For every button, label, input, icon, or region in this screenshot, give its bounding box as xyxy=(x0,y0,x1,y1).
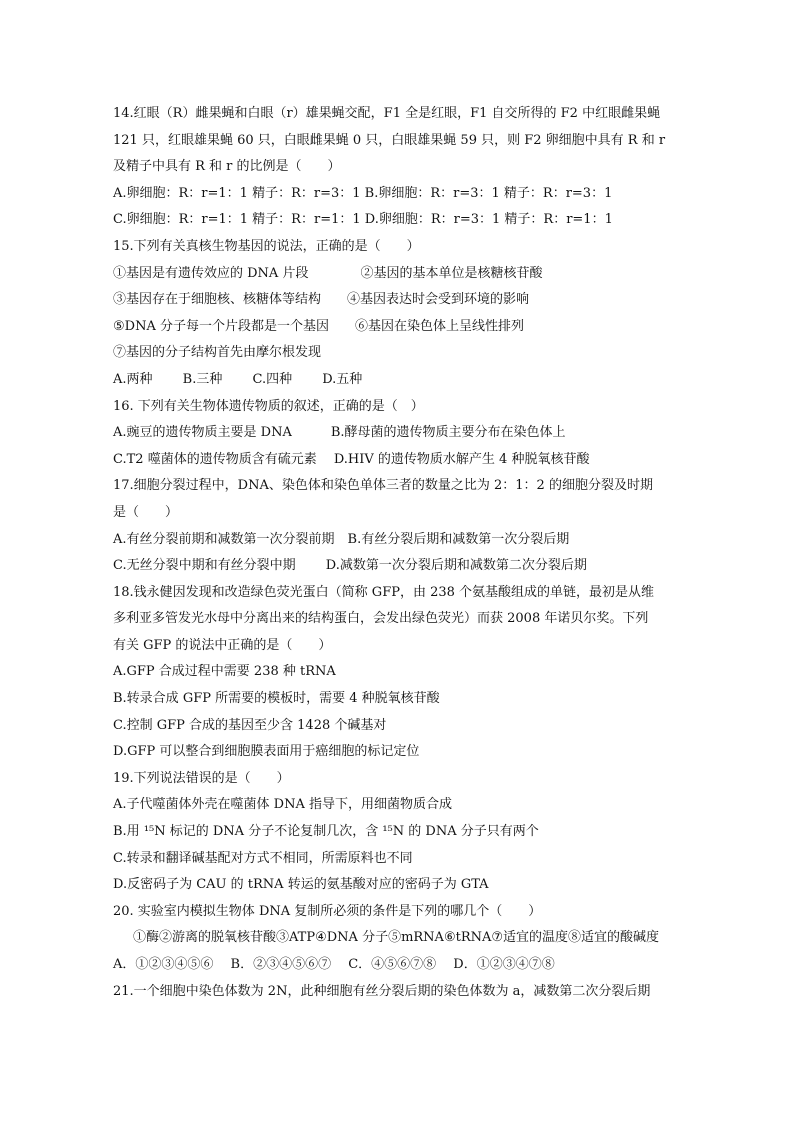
q19-option-c: C.转录和翻译碱基配对方式不相同，所需原料也不同 xyxy=(113,850,413,866)
q20-stem: 20. 实验室内模拟生物体 DNA 复制所必须的条件是下列的哪几个（ ） xyxy=(113,903,542,919)
q15-items-1-2: ①基因是有遗传效应的 DNA 片段 ②基因的基本单位是核糖核苷酸 xyxy=(113,265,543,281)
q20-items: ①酶②游离的脱氧核苷酸③ATP④DNA 分子⑤mRNA⑥tRNA⑦适宜的温度⑧适宜的酸碱度 xyxy=(133,930,660,946)
q15-options: A.两种 B.三种 C.四种 D.五种 xyxy=(113,371,363,387)
q16-options-cd: C.T2 噬菌体的遗传物质含有硫元素 D.HIV 的遗传物质水解产生 4 种脱氧核苷酸 xyxy=(113,451,590,467)
q14-stem-line1: 14.红眼（R）雌果蝇和白眼（r）雄果蝇交配，F1 全是红眼，F1 自交所得的 F2 中红眼雌果蝇 xyxy=(113,106,661,121)
q20-options: A．①②③④⑤⑥ B．②③④⑤⑥⑦ C．④⑤⑥⑦⑧ D．①②③④⑦⑧ xyxy=(113,957,555,972)
q17-options-cd: C.无丝分裂中期和有丝分裂中期 D.减数第一次分裂后期和减数第二次分裂后期 xyxy=(113,558,587,574)
q14-options-ab: A.卵细胞：R：r=1：1 精子：R：r=3：1 B.卵细胞：R：r=3：1 精子：R：r=3：1 xyxy=(113,185,613,201)
q14-stem-line2: 121 只，红眼雄果蝇 60 只，白眼雌果蝇 0 只，白眼雄果蝇 59 只，则 F2 卵细胞中具有 R 和 r xyxy=(113,132,666,148)
q18-stem-line1: 18.钱永健因发现和改造绿色荧光蛋白（简称 GFP，由 238 个氨基酸组成的单链，最初是从维 xyxy=(113,584,655,600)
q17-stem-line1: 17.细胞分裂过程中，DNA、染色体和染色单体三者的数量之比为 2：1：2 的细胞分裂及时期 xyxy=(113,478,653,494)
q15-items-3-4: ③基因存在于细胞核、核糖体等结构 ④基因表达时会受到环境的影响 xyxy=(113,292,530,308)
q16-stem: 16. 下列有关生物体遗传物质的叙述，正确的是（ ） xyxy=(113,398,424,414)
q18-option-c: C.控制 GFP 合成的基因至少含 1428 个碱基对 xyxy=(113,717,387,733)
q17-stem-line2: 是（ ） xyxy=(113,504,179,520)
q21-stem-line1: 21.一个细胞中染色体数为 2N，此种细胞有丝分裂后期的染色体数为 a，减数第二次分裂后期 xyxy=(113,983,651,999)
q16-options-ab: A.豌豆的遗传物质主要是 DNA B.酵母菌的遗传物质主要分布在染色体上 xyxy=(113,425,566,441)
q18-option-b: B.转录合成 GFP 所需要的模板时，需要 4 种脱氧核苷酸 xyxy=(113,691,440,707)
q15-items-5-6: ⑤DNA 分子每一个片段都是一个基因 ⑥基因在染色体上呈线性排列 xyxy=(113,318,524,334)
exam-page xyxy=(113,101,688,1005)
q18-stem-line3: 有关 GFP 的说法中正确的是（ ） xyxy=(113,637,332,653)
q18-option-a: A.GFP 合成过程中需要 238 种 tRNA xyxy=(113,664,336,680)
q19-option-d: D.反密码子为 CAU 的 tRNA 转运的氨基酸对应的密码子为 GTA xyxy=(113,877,489,893)
q18-stem-line2: 多利亚多管发光水母中分离出来的结构蛋白，会发出绿色荧光）而获 2008 年诺贝尔奖。下列 xyxy=(113,611,649,627)
q15-stem: 15.下列有关真核生物基因的说法，正确的是（ ） xyxy=(113,238,420,254)
q19-option-b: B.用 ¹⁵N 标记的 DNA 分子不论复制几次，含 ¹⁵N 的 DNA 分子只有两个 xyxy=(113,824,539,840)
q14-stem-line3: 及精子中具有 R 和 r 的比例是（ ） xyxy=(113,159,341,175)
q19-option-a: A.子代噬菌体外壳在噬菌体 DNA 指导下，用细菌物质合成 xyxy=(113,797,452,813)
q14-options-cd: C.卵细胞：R：r=1：1 精子：R：r=1：1 D.卵细胞：R：r=3：1 精子：R：r=1：1 xyxy=(113,212,613,228)
q17-options-ab: A.有丝分裂前期和减数第一次分裂前期 B.有丝分裂后期和减数第一次分裂后期 xyxy=(113,531,570,547)
q15-item-7: ⑦基因的分子结构首先由摩尔根发现 xyxy=(113,345,322,361)
q18-option-d: D.GFP 可以整合到细胞膜表面用于癌细胞的标记定位 xyxy=(113,744,420,760)
q19-stem: 19.下列说法错误的是（ ） xyxy=(113,770,290,786)
